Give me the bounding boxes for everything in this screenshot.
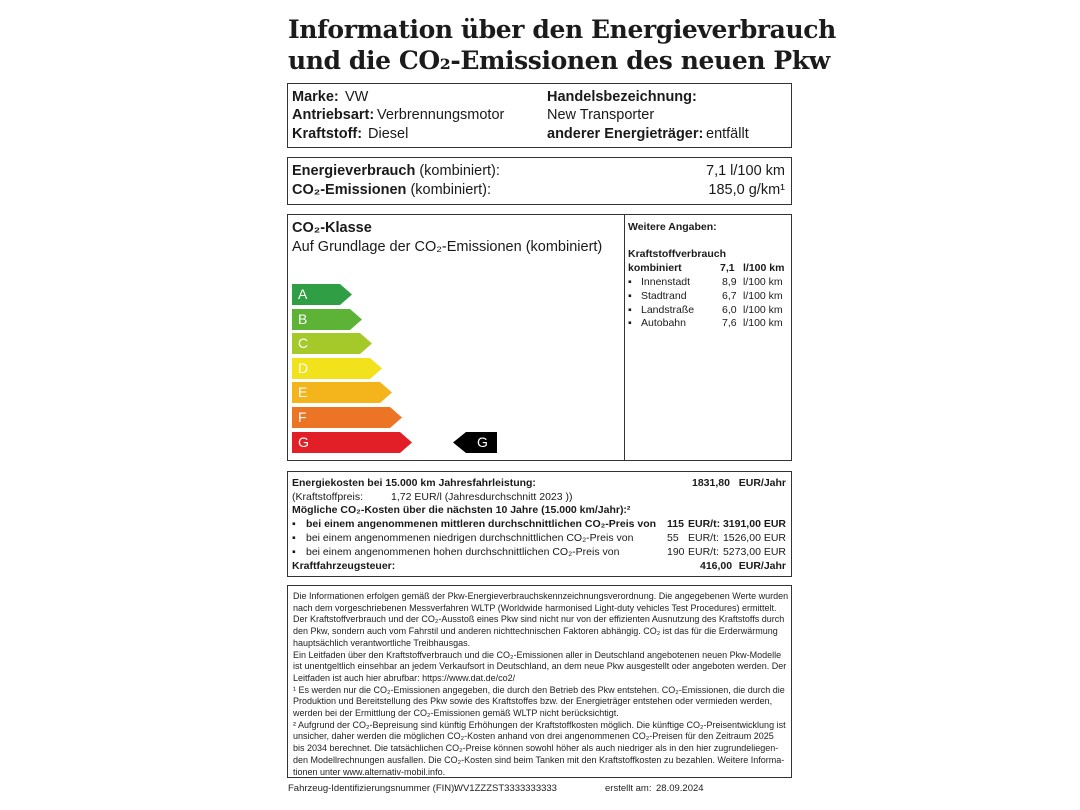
other-energy-label: anderer Energieträger: [547,126,704,142]
consumption-box [287,157,792,205]
fuel-label: Kraftstoff: [292,126,363,142]
consumption-row-value: 7,6 [722,317,737,330]
vehicle-tax-label: Kraftfahrzeugsteuer: [292,560,396,572]
legal-note-line: den Modellrechnungen ausfallen. Die CO₂-Kosten sind beim Tanken mit den Kraftstoffkosten zu bezahlen. Weitere Informa- [293,754,785,765]
drive-type-label: Antriebsart: [292,107,375,123]
co2-emissions-value: 185,0 g/km¹ [708,182,785,198]
energy-costs-label: Energiekosten bei 15.000 km Jahresfahrleistung: [292,477,536,489]
fuel-price-value: 1,72 EUR/l (Jahresdurchschnitt 2023 )) [391,491,573,503]
energy-consumption-suffix: (kombiniert): [419,163,500,179]
created-value: 28.09.2024 [656,783,704,794]
co2-emissions-row [292,182,491,198]
vehicle-tax-value: 416,00 [700,560,733,572]
consumption-row-label: Stadtrand [641,289,687,302]
energy-costs-value: 1831,80 [692,477,730,489]
co2-scenario-unit: EUR/t: [688,518,721,530]
co2-scenario-value: 3191,00 EUR [722,518,786,530]
class-arrow-shape [292,432,412,453]
co2-costs-heading: Mögliche CO₂-Kosten über die nächsten 10 Jahre (15.000 km/Jahr):² [292,504,631,516]
combined-unit: l/100 km [743,262,785,274]
trade-name-value: New Transporter [547,107,655,123]
fuel-consumption-heading: Kraftstoffverbrauch [628,248,727,260]
consumption-row-value: 8,9 [722,276,737,288]
co2-class-subheading: Auf Grundlage der CO₂-Emissionen (kombiniert) [292,239,603,255]
legal-note-line: Produktion und Bereitstellung des Pkw sowie des Kraftstoffes bzw. der Energieträger entstehen oder vermieden werden, [293,696,773,707]
marker-arrow [453,432,497,453]
combined-label: kombiniert [628,262,682,274]
co2-emissions-suffix: (kombiniert): [410,182,492,198]
combined-value: 7,1 [720,262,735,274]
class-arrow-shape [292,407,402,428]
energy-consumption-label: Energieverbrauch [292,163,416,179]
legal-notes-text [293,591,789,778]
bullet-icon: ▪ [292,532,296,544]
fin-label: Fahrzeug-Identifizierungsnummer (FIN): [288,783,457,794]
current-class-marker [453,432,497,453]
legal-note-line: den Pkw, sondern auch vom Fahrstil und anderen nichttechnischen Faktoren abhängig. CO₂ ist das für die Erderwärmung [293,626,778,637]
co2-scenario-unit: EUR/t: [688,546,719,558]
bullet-icon: ▪ [292,518,296,530]
co2-scenario-price: 115 [667,518,684,530]
co2-scenario-price: 190 [667,546,685,558]
consumption-row-value: 6,0 [722,303,737,316]
bullet-icon: ▪ [628,289,632,302]
co2-class-letter: F [298,409,307,425]
legal-note-line: werden bei der Ermittlung der CO₂-Emissionen gemäß WLTP nicht berücksichtigt. [293,708,619,719]
consumption-row-unit: l/100 km [743,276,783,288]
vehicle-tax-unit: EUR/Jahr [738,560,786,572]
costs-box [287,471,792,577]
co2-scenario-value: 5273,00 EUR [722,546,786,558]
co2-scenario-unit: EUR/t: [688,532,719,544]
further-info-heading: Weitere Angaben: [628,221,717,233]
page-title [288,14,836,76]
co2-class-bar-e [292,382,392,403]
legal-note-line: tionen unter www.alternativ-mobil.info. [293,766,446,777]
co2-class-bar-d [292,358,382,379]
co2-class-bar-g [292,432,412,453]
co2-scenario-label: bei einem angenommenen mittleren durchschnittlichen CO₂-Preis von [306,518,657,530]
legal-note-line: ¹ Es werden nur die CO₂-Emissionen angegeben, die durch den Betrieb des Pkw entstehen. CO₂-Emissionen, die durch die [293,684,785,695]
co2-class-box [287,214,792,461]
energy-costs-unit: EUR/Jahr [738,477,786,489]
legal-note-line: ist unentgeltlich einsehbar an jedem Verkaufsort in Deutschland, an dem neue Pkw ausgestellt oder angeboten werden. Der [293,661,787,672]
title-line-2: und die CO₂-Emissionen des neuen Pkw [288,46,830,75]
brand-value: VW [345,89,369,105]
energy-consumption-row [292,163,500,179]
co2-class-letter: A [298,286,308,302]
co2-class-letter: G [298,433,309,450]
co2-class-heading: CO₂-Klasse [292,220,372,236]
created-label: erstellt am: [605,783,652,794]
trade-name-label: Handelsbezeichnung: [547,89,697,105]
co2-class-bar-c [292,333,372,354]
legal-note-line: Die Informationen erfolgen gemäß der Pkw-Energieverbrauchskennzeichnungsverordnung. Die angegebenen Werte wurden [293,591,789,601]
legal-note-line: hauptsächlich verantwortliche Treibhausgas. [293,637,471,648]
legal-note-line: Leitfaden ist auch hier abrufbar: https://www.dat.de/co2/ [293,672,516,683]
bullet-icon: ▪ [628,303,632,316]
drive-type-value: Verbrennungsmotor [377,107,505,123]
co2-scenario-label: bei einem angenommenen niedrigen durchschnittlichen CO₂-Preis von [306,532,634,544]
consumption-row-label: Innenstadt [641,276,691,288]
fuel-value: Diesel [368,126,409,142]
co2-class-bar-b [292,309,362,330]
consumption-row-unit: l/100 km [743,317,783,330]
title-line-1: Information über den Energieverbrauch [288,15,836,44]
bullet-icon: ▪ [628,317,632,330]
legal-note-line: Ein Leitfaden über den Kraftstoffverbrauch und die CO₂-Emissionen aller in Deutschland angebotenen neuen Pkw-Modelle [293,649,782,660]
co2-class-bar-f [292,407,402,428]
other-energy-value: entfällt [706,126,749,142]
legal-note-line: unsicher, daher werden die möglichen CO₂-Kosten anhand von drei angenommenen CO₂-Preisen für den Zeitraum 2025 [293,731,774,742]
brand-label: Marke: [292,89,339,105]
legal-note-line: nach dem vorgeschriebenen Messverfahren WLTP (Worldwide harmonised Light-duty vehicles Test Procedures) ermittelt. [293,602,777,613]
co2-class-bar-a [292,284,352,305]
energy-consumption-value: 7,1 l/100 km [706,163,785,179]
legal-note-line: ² Aufgrund der CO₂-Bepreisung sind künftig Erhöhungen der Kraftstoffkosten möglich. Die künftige CO₂-Preisentwicklung ist [293,719,786,730]
bullet-icon: ▪ [628,276,632,288]
co2-class-letter: E [298,384,308,401]
co2-class-letter: C [298,335,309,352]
co2-scenario-label: bei einem angenommenen hohen durchschnittlichen CO₂-Preis von [306,546,620,558]
consumption-row-label: Autobahn [641,317,686,330]
fuel-price-label: (Kraftstoffpreis: [292,491,363,503]
co2-scenario-value: 1526,00 EUR [722,532,786,544]
co2-emissions-label: CO₂-Emissionen [292,182,407,198]
legal-note-line: Der Kraftstoffverbrauch und der CO₂-Ausstoß eines Pkw sind nicht nur von der effizienten Ausnutzung des Kraftstoffs durch [293,614,785,625]
consumption-row-unit: l/100 km [743,289,783,302]
legal-note-line: bis 2034 berechnet. Die tatsächlichen CO₂-Preise können sowohl höher als auch niedriger als in den hier zugrundeliegen- [293,743,779,754]
co2-scenario-price: 55 [667,532,679,544]
fin-value: WV1ZZZST3333333333 [454,783,557,794]
column-divider [624,215,625,460]
consumption-row-value: 6,7 [722,289,737,302]
bullet-icon: ▪ [292,546,296,558]
current-class-label: G [477,434,488,450]
consumption-row-label: Landstraße [641,303,695,316]
consumption-row-unit: l/100 km [743,303,783,316]
vehicle-info-box [287,83,792,148]
co2-class-letter: B [298,310,308,327]
co2-class-letter: D [298,359,309,376]
